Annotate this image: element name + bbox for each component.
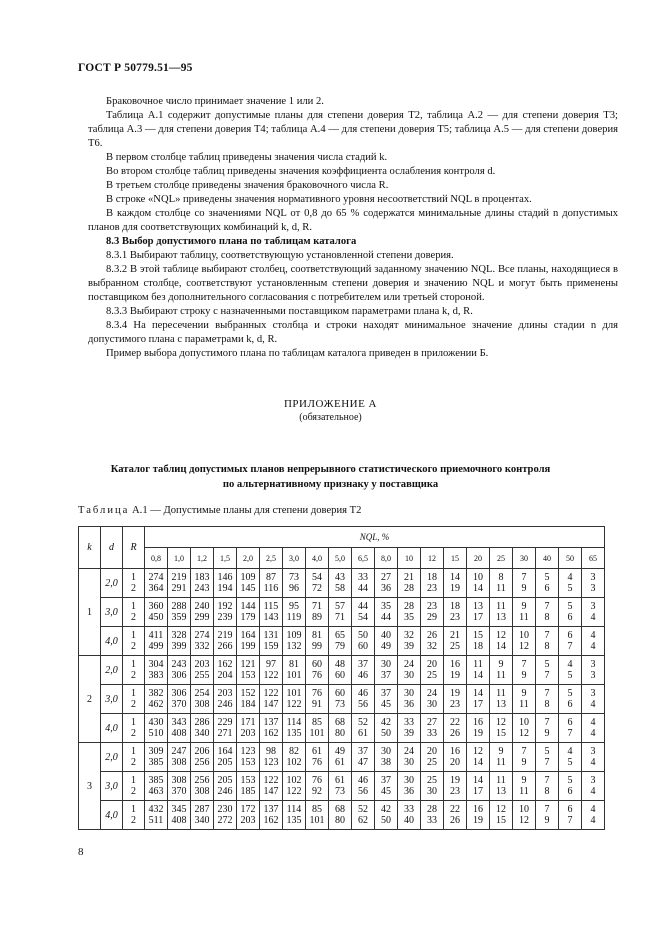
cell-n: 4 4 xyxy=(582,627,605,656)
nql-value: 25 xyxy=(490,548,513,569)
cell-n: 131 159 xyxy=(260,627,283,656)
table-caption-text: А.1 — Допустимые планы для степени доверия Т2 xyxy=(129,505,362,516)
cell-n: 42 50 xyxy=(375,714,398,743)
cell-d: 3,0 xyxy=(101,598,123,627)
cell-n: 81 101 xyxy=(283,656,306,685)
cell-r: 1 2 xyxy=(123,627,145,656)
cell-n: 65 79 xyxy=(329,627,352,656)
cell-r: 1 2 xyxy=(123,743,145,772)
cell-n: 33 44 xyxy=(352,569,375,598)
cell-r: 1 2 xyxy=(123,656,145,685)
catalog-title xyxy=(0,462,661,492)
nql-table xyxy=(78,526,605,830)
table-row xyxy=(79,714,605,743)
cell-r: 1 2 xyxy=(123,569,145,598)
cell-k: 1 xyxy=(79,569,101,656)
cell-r: 1 2 xyxy=(123,685,145,714)
cell-n: 7 8 xyxy=(536,772,559,801)
cell-n: 153 185 xyxy=(237,772,260,801)
cell-n: 68 80 xyxy=(329,801,352,830)
cell-n: 219 291 xyxy=(168,569,191,598)
cell-r: 1 2 xyxy=(123,598,145,627)
cell-n: 49 61 xyxy=(329,743,352,772)
table-row xyxy=(79,801,605,830)
cell-n: 19 23 xyxy=(444,772,467,801)
cell-n: 9 11 xyxy=(490,656,513,685)
cell-n: 7 9 xyxy=(513,569,536,598)
cell-n: 274 364 xyxy=(145,569,168,598)
cell-n: 6 7 xyxy=(559,801,582,830)
cell-n: 13 17 xyxy=(467,598,490,627)
cell-n: 10 12 xyxy=(513,627,536,656)
paragraph: В первом столбце таблиц приведены значения числа стадий k. xyxy=(106,152,388,163)
cell-n: 85 101 xyxy=(306,801,329,830)
cell-n: 46 56 xyxy=(352,685,375,714)
cell-n: 7 8 xyxy=(536,598,559,627)
cell-n: 114 135 xyxy=(283,801,306,830)
cell-n: 3 4 xyxy=(582,685,605,714)
cell-n: 28 33 xyxy=(421,801,444,830)
paragraph: 8.3.1 Выбирают таблицу, соответствующую установленной степени доверия. xyxy=(106,250,454,261)
paragraph: 8.3.4 На пересечении выбранных столбца и строки находят минимальное значение длины стадии n для допустимого плана с параметрами k, d, R. xyxy=(88,320,618,345)
cell-n: 16 19 xyxy=(444,656,467,685)
cell-n: 60 73 xyxy=(329,685,352,714)
cell-n: 30 36 xyxy=(398,685,421,714)
table-row xyxy=(79,772,605,801)
cell-k: 3 xyxy=(79,743,101,830)
cell-n: 183 243 xyxy=(191,569,214,598)
cell-n: 109 145 xyxy=(237,569,260,598)
nql-value: 1,2 xyxy=(191,548,214,569)
cell-n: 14 17 xyxy=(467,772,490,801)
cell-n: 37 47 xyxy=(352,743,375,772)
cell-n: 4 4 xyxy=(582,801,605,830)
nql-value: 65 xyxy=(582,548,605,569)
cell-n: 6 7 xyxy=(559,627,582,656)
cell-r: 1 2 xyxy=(123,772,145,801)
cell-d: 2,0 xyxy=(101,569,123,598)
cell-n: 203 246 xyxy=(214,685,237,714)
cell-n: 26 32 xyxy=(421,627,444,656)
cell-n: 68 80 xyxy=(329,714,352,743)
cell-n: 19 23 xyxy=(444,685,467,714)
cell-n: 16 20 xyxy=(444,743,467,772)
cell-n: 343 408 xyxy=(168,714,191,743)
nql-value: 40 xyxy=(536,548,559,569)
cell-n: 21 25 xyxy=(444,627,467,656)
cell-n: 10 12 xyxy=(513,801,536,830)
cell-n: 328 399 xyxy=(168,627,191,656)
cell-n: 137 162 xyxy=(260,801,283,830)
cell-n: 9 11 xyxy=(513,772,536,801)
cell-n: 24 30 xyxy=(398,656,421,685)
cell-n: 32 39 xyxy=(398,627,421,656)
cell-n: 309 385 xyxy=(145,743,168,772)
cell-n: 50 60 xyxy=(352,627,375,656)
section-heading: 8.3 Выбор допустимого плана по таблицам каталога xyxy=(106,236,357,247)
nql-value: 50 xyxy=(559,548,582,569)
nql-value: 12 xyxy=(421,548,444,569)
cell-n: 205 246 xyxy=(214,772,237,801)
cell-n: 22 26 xyxy=(444,714,467,743)
cell-n: 52 62 xyxy=(352,801,375,830)
cell-n: 230 272 xyxy=(214,801,237,830)
cell-n: 345 408 xyxy=(168,801,191,830)
table-row xyxy=(79,685,605,714)
paragraph: 8.3.2 В этой таблице выбирают столбец, соответствующий заданному значению NQL. Все планы, находящиеся в выбранном столбце, соответствуют установленным степени доверия и значению NQL и могут быть применены поставщиком без дополнительного согласования с потребителем или третьей стороной. xyxy=(88,264,618,303)
cell-n: 229 271 xyxy=(214,714,237,743)
cell-n: 18 23 xyxy=(421,569,444,598)
cell-n: 4 5 xyxy=(559,569,582,598)
cell-n: 97 122 xyxy=(260,656,283,685)
cell-n: 101 122 xyxy=(283,685,306,714)
col-header-k: k xyxy=(79,527,101,569)
cell-n: 16 19 xyxy=(467,801,490,830)
cell-n: 3 4 xyxy=(582,598,605,627)
cell-n: 171 203 xyxy=(237,714,260,743)
cell-n: 152 184 xyxy=(237,685,260,714)
cell-n: 11 13 xyxy=(490,685,513,714)
cell-n: 52 61 xyxy=(352,714,375,743)
cell-n: 8 11 xyxy=(490,569,513,598)
cell-n: 256 308 xyxy=(191,772,214,801)
cell-n: 3 3 xyxy=(582,656,605,685)
cell-n: 121 153 xyxy=(237,656,260,685)
nql-value: 10 xyxy=(398,548,421,569)
cell-n: 243 306 xyxy=(168,656,191,685)
nql-value: 30 xyxy=(513,548,536,569)
cell-n: 172 203 xyxy=(237,801,260,830)
cell-n: 81 99 xyxy=(306,627,329,656)
cell-n: 61 76 xyxy=(306,743,329,772)
paragraph: Во втором столбце таблиц приведены значения коэффициента ослабления контроля d. xyxy=(106,166,496,177)
table-row xyxy=(79,598,605,627)
cell-n: 42 50 xyxy=(375,801,398,830)
cell-n: 385 463 xyxy=(145,772,168,801)
cell-d: 2,0 xyxy=(101,656,123,685)
paragraph: В строке «NQL» приведены значения нормативного уровня несоответствий NQL в процентах. xyxy=(106,194,532,205)
cell-n: 146 194 xyxy=(214,569,237,598)
paragraph: В третьем столбце приведены значения браковочного числа R. xyxy=(106,180,389,191)
cell-n: 11 13 xyxy=(490,598,513,627)
table-row xyxy=(79,627,605,656)
table-row xyxy=(79,743,605,772)
col-header-r: R xyxy=(123,527,145,569)
cell-n: 206 256 xyxy=(191,743,214,772)
cell-n: 57 71 xyxy=(329,598,352,627)
cell-n: 61 73 xyxy=(329,772,352,801)
table-row xyxy=(79,569,605,598)
cell-n: 7 9 xyxy=(513,743,536,772)
nql-value: 1,0 xyxy=(168,548,191,569)
appendix-subtitle: (обязательное) xyxy=(299,412,362,423)
cell-n: 137 162 xyxy=(260,714,283,743)
table-row xyxy=(79,656,605,685)
cell-n: 3 4 xyxy=(582,743,605,772)
cell-n: 7 9 xyxy=(536,801,559,830)
cell-n: 20 25 xyxy=(421,743,444,772)
table-caption xyxy=(78,505,361,516)
cell-n: 30 38 xyxy=(375,743,398,772)
cell-n: 304 383 xyxy=(145,656,168,685)
paragraph: Браковочное число принимает значение 1 или 2. xyxy=(106,96,324,107)
cell-n: 15 18 xyxy=(467,627,490,656)
cell-n: 4 5 xyxy=(559,656,582,685)
cell-n: 27 36 xyxy=(375,569,398,598)
cell-n: 76 92 xyxy=(306,772,329,801)
cell-n: 286 340 xyxy=(191,714,214,743)
cell-n: 411 499 xyxy=(145,627,168,656)
cell-n: 71 89 xyxy=(306,598,329,627)
cell-n: 432 511 xyxy=(145,801,168,830)
cell-n: 24 30 xyxy=(398,743,421,772)
cell-r: 1 2 xyxy=(123,714,145,743)
cell-n: 43 58 xyxy=(329,569,352,598)
cell-n: 22 26 xyxy=(444,801,467,830)
cell-n: 254 308 xyxy=(191,685,214,714)
document-header: ГОСТ Р 50779.51—95 xyxy=(78,62,193,74)
nql-value: 4,0 xyxy=(306,548,329,569)
cell-n: 5 6 xyxy=(559,772,582,801)
cell-n: 12 14 xyxy=(490,627,513,656)
cell-n: 48 60 xyxy=(329,656,352,685)
cell-n: 20 25 xyxy=(421,656,444,685)
cell-d: 4,0 xyxy=(101,801,123,830)
cell-n: 122 147 xyxy=(260,772,283,801)
cell-n: 35 44 xyxy=(375,598,398,627)
catalog-title-line: Каталог таблиц допустимых планов непрерывного статистического приемочного контроля xyxy=(110,464,551,475)
nql-value: 1,5 xyxy=(214,548,237,569)
cell-n: 37 45 xyxy=(375,685,398,714)
cell-n: 12 15 xyxy=(490,714,513,743)
cell-n: 288 359 xyxy=(168,598,191,627)
cell-n: 28 35 xyxy=(398,598,421,627)
cell-n: 37 46 xyxy=(352,656,375,685)
table-header-row xyxy=(79,548,605,569)
nql-header: NQL, % xyxy=(145,527,605,548)
cell-n: 203 255 xyxy=(191,656,214,685)
cell-n: 192 239 xyxy=(214,598,237,627)
cell-n: 7 9 xyxy=(536,714,559,743)
cell-n: 82 102 xyxy=(283,743,306,772)
cell-n: 122 147 xyxy=(260,685,283,714)
cell-n: 3 3 xyxy=(582,569,605,598)
cell-n: 5 7 xyxy=(536,656,559,685)
cell-n: 95 119 xyxy=(283,598,306,627)
table-header-row xyxy=(79,527,605,548)
cell-n: 7 8 xyxy=(536,627,559,656)
nql-value: 2,5 xyxy=(260,548,283,569)
cell-n: 102 122 xyxy=(283,772,306,801)
cell-n: 12 14 xyxy=(467,743,490,772)
cell-n: 9 11 xyxy=(490,743,513,772)
cell-n: 87 116 xyxy=(260,569,283,598)
paragraph: В каждом столбце со значениями NQL от 0,8 до 65 % содержатся минимальные длины стадий n допустимых планов для соответствующих комбинаций k, d, R. xyxy=(88,208,618,233)
cell-n: 12 15 xyxy=(490,801,513,830)
cell-n: 306 370 xyxy=(168,685,191,714)
cell-d: 3,0 xyxy=(101,772,123,801)
cell-n: 5 6 xyxy=(559,685,582,714)
col-header-d: d xyxy=(101,527,123,569)
cell-n: 308 370 xyxy=(168,772,191,801)
cell-n: 247 308 xyxy=(168,743,191,772)
nql-value: 0,8 xyxy=(145,548,168,569)
cell-n: 115 143 xyxy=(260,598,283,627)
cell-n: 274 332 xyxy=(191,627,214,656)
nql-value: 8,0 xyxy=(375,548,398,569)
cell-n: 46 56 xyxy=(352,772,375,801)
cell-n: 5 6 xyxy=(536,569,559,598)
nql-value: 2,0 xyxy=(237,548,260,569)
cell-n: 5 6 xyxy=(559,598,582,627)
cell-n: 21 28 xyxy=(398,569,421,598)
cell-n: 14 19 xyxy=(444,569,467,598)
cell-n: 30 36 xyxy=(398,772,421,801)
cell-k: 2 xyxy=(79,656,101,743)
appendix-title: ПРИЛОЖЕНИЕ А xyxy=(283,398,377,410)
cell-n: 144 179 xyxy=(237,598,260,627)
cell-n: 360 450 xyxy=(145,598,168,627)
cell-n: 73 96 xyxy=(283,569,306,598)
cell-n: 7 8 xyxy=(536,685,559,714)
cell-n: 25 30 xyxy=(421,772,444,801)
cell-n: 30 37 xyxy=(375,656,398,685)
page-number: 8 xyxy=(78,846,84,858)
nql-value: 3,0 xyxy=(283,548,306,569)
cell-n: 7 9 xyxy=(513,656,536,685)
cell-d: 4,0 xyxy=(101,627,123,656)
cell-n: 44 54 xyxy=(352,598,375,627)
nql-value: 5,0 xyxy=(329,548,352,569)
cell-r: 1 2 xyxy=(123,801,145,830)
cell-d: 4,0 xyxy=(101,714,123,743)
cell-n: 164 205 xyxy=(214,743,237,772)
cell-n: 54 72 xyxy=(306,569,329,598)
cell-n: 27 33 xyxy=(421,714,444,743)
cell-n: 10 12 xyxy=(513,714,536,743)
cell-n: 24 30 xyxy=(421,685,444,714)
paragraph: Таблица А.1 содержит допустимые планы для степени доверия Т2, таблица А.2 — для степени доверия Т3; таблица А.3 — для степени доверия Т4; таблица А.4 — для степени доверия Т5; таблица А.5 — для степени доверия Т6. xyxy=(88,110,618,149)
cell-n: 18 23 xyxy=(444,598,467,627)
cell-d: 3,0 xyxy=(101,685,123,714)
nql-value: 6,5 xyxy=(352,548,375,569)
cell-n: 10 14 xyxy=(467,569,490,598)
cell-n: 219 266 xyxy=(214,627,237,656)
cell-n: 11 14 xyxy=(467,656,490,685)
cell-n: 33 40 xyxy=(398,801,421,830)
cell-n: 98 123 xyxy=(260,743,283,772)
cell-n: 164 199 xyxy=(237,627,260,656)
table-caption-label: Таблица xyxy=(78,505,130,516)
cell-n: 9 11 xyxy=(513,685,536,714)
cell-n: 40 49 xyxy=(375,627,398,656)
cell-n: 430 510 xyxy=(145,714,168,743)
cell-n: 16 19 xyxy=(467,714,490,743)
catalog-title-line: по альтернативному признаку у поставщика xyxy=(222,479,439,490)
nql-value: 20 xyxy=(467,548,490,569)
cell-n: 123 153 xyxy=(237,743,260,772)
paragraph: Пример выбора допустимого плана по таблицам каталога приведен в приложении Б. xyxy=(106,348,489,359)
cell-n: 4 4 xyxy=(582,714,605,743)
cell-n: 33 39 xyxy=(398,714,421,743)
cell-n: 76 91 xyxy=(306,685,329,714)
cell-n: 23 29 xyxy=(421,598,444,627)
cell-n: 11 13 xyxy=(490,772,513,801)
cell-n: 114 135 xyxy=(283,714,306,743)
cell-n: 60 76 xyxy=(306,656,329,685)
cell-n: 37 45 xyxy=(375,772,398,801)
paragraph: 8.3.3 Выбирают строку с назначенными поставщиком параметрами плана k, d, R. xyxy=(106,306,473,317)
cell-n: 9 11 xyxy=(513,598,536,627)
cell-d: 2,0 xyxy=(101,743,123,772)
cell-n: 5 7 xyxy=(536,743,559,772)
cell-n: 14 17 xyxy=(467,685,490,714)
cell-n: 382 462 xyxy=(145,685,168,714)
nql-value: 15 xyxy=(444,548,467,569)
body-text xyxy=(88,95,618,361)
cell-n: 3 4 xyxy=(582,772,605,801)
cell-n: 85 101 xyxy=(306,714,329,743)
cell-n: 287 340 xyxy=(191,801,214,830)
cell-n: 6 7 xyxy=(559,714,582,743)
cell-n: 4 5 xyxy=(559,743,582,772)
cell-n: 109 132 xyxy=(283,627,306,656)
cell-n: 162 204 xyxy=(214,656,237,685)
cell-n: 240 299 xyxy=(191,598,214,627)
